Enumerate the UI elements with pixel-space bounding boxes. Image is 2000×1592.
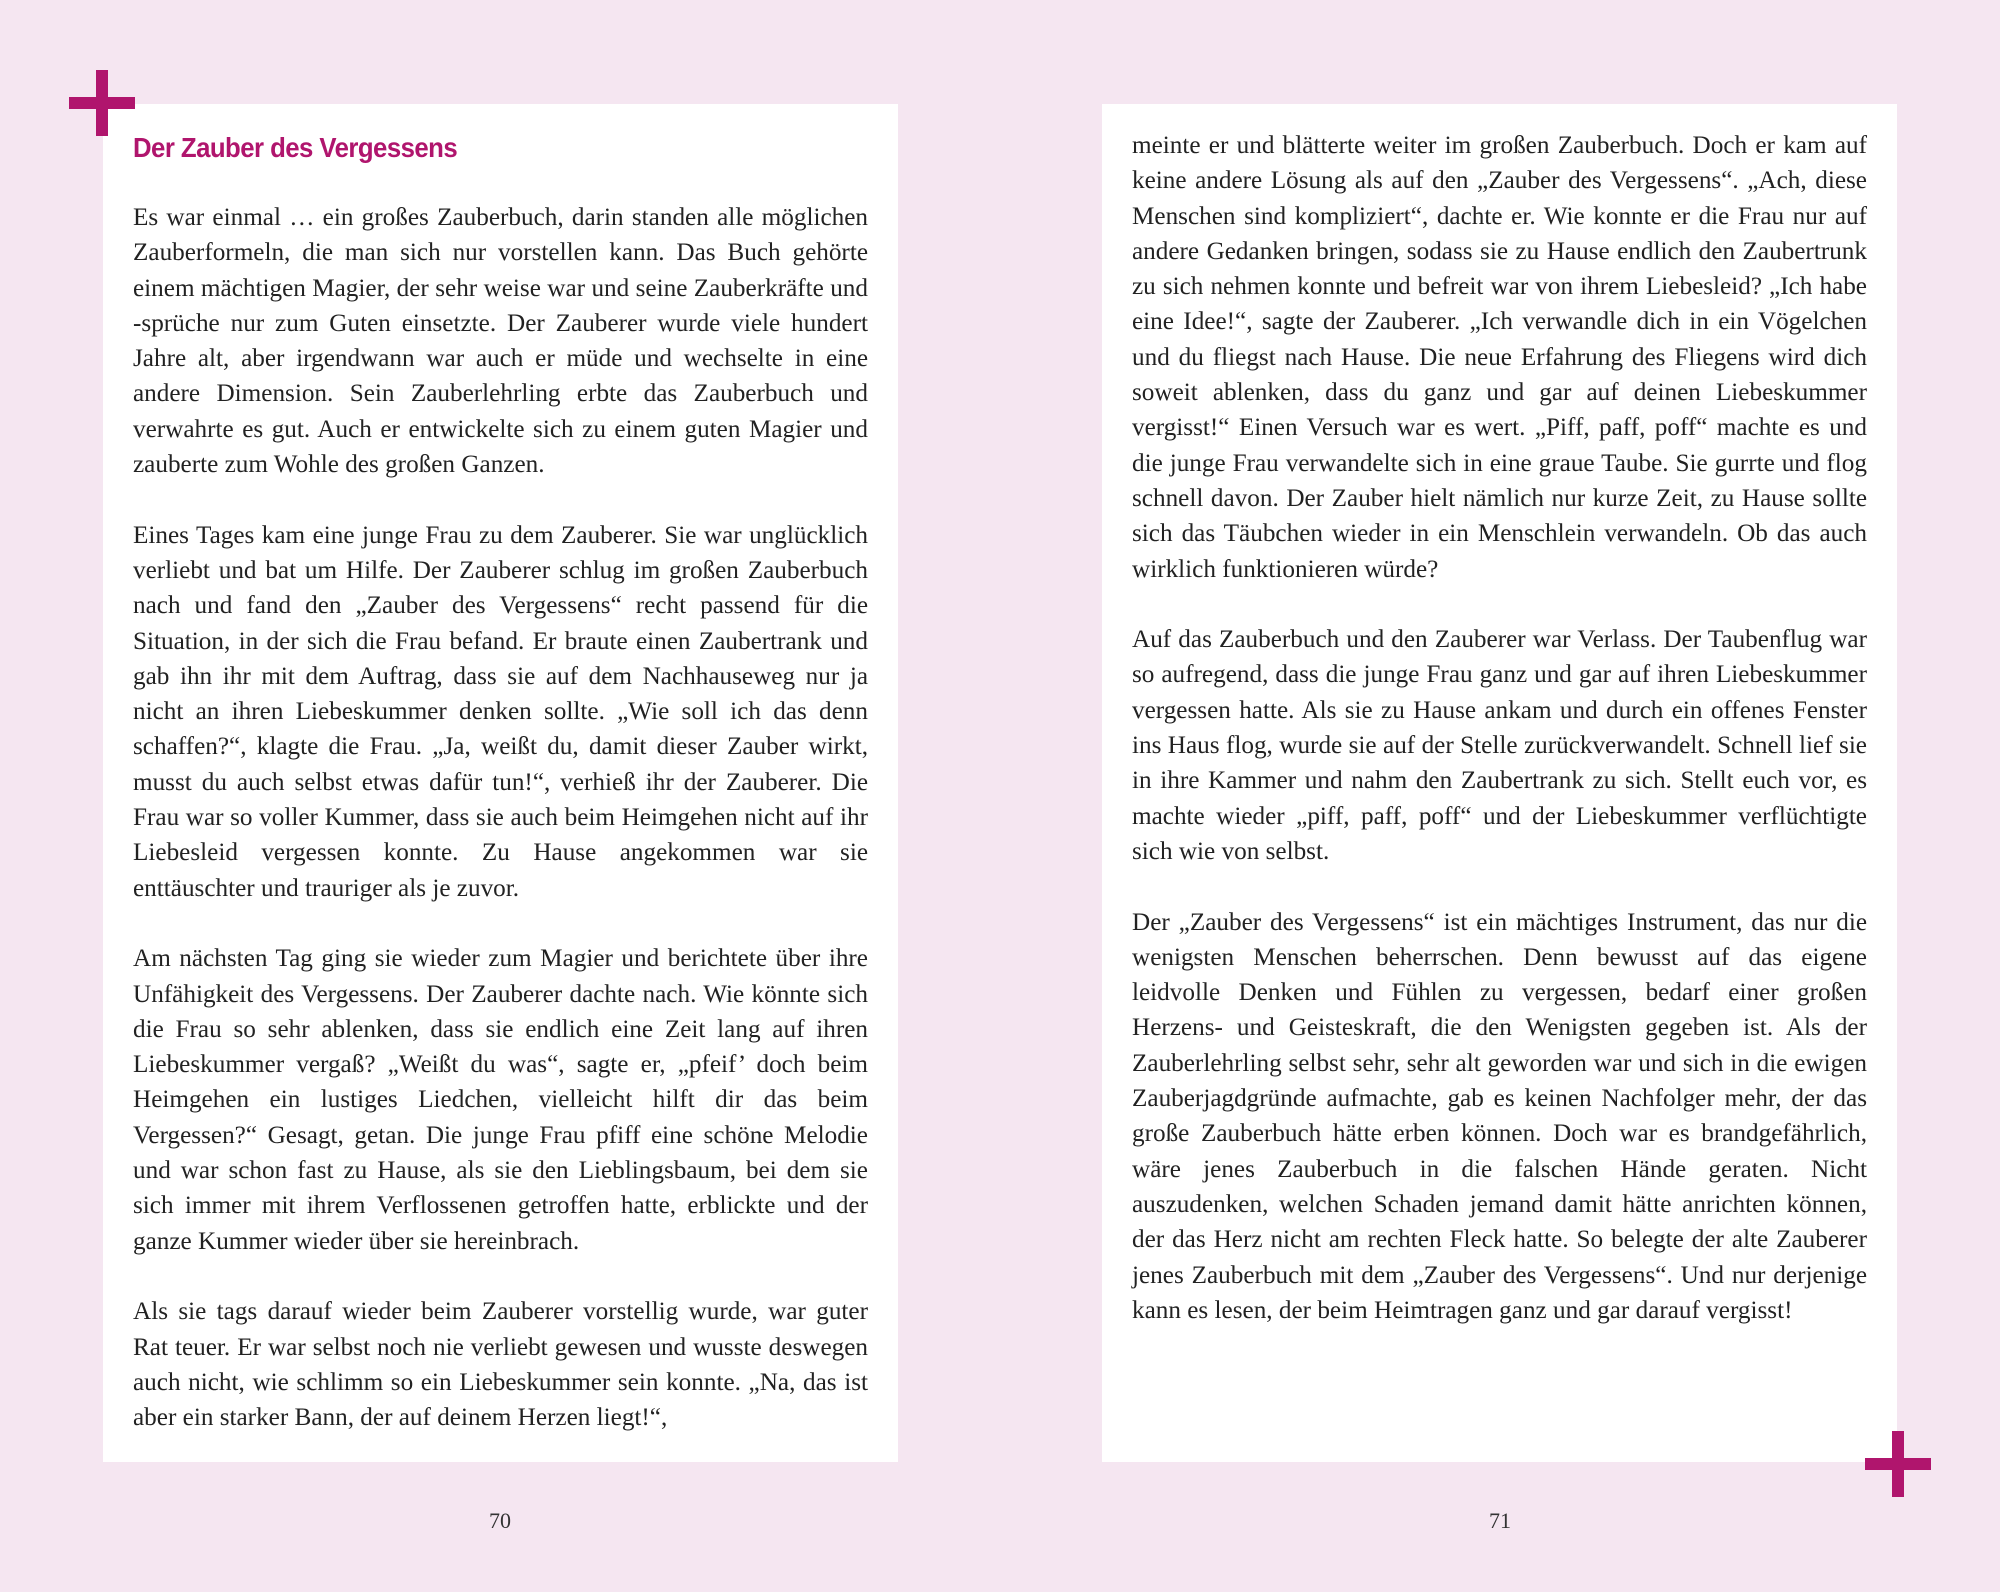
- right-page: [1102, 104, 1897, 1462]
- paragraph: Auf das Zauberbuch und den Zauberer war Verlass. Der Taubenflug war so aufregend, dass die junge Frau ganz und gar auf ihren Liebeskummer vergessen hatte. Als sie zu Hause ankam und durch ein offenes Fenster ins Haus flog, wurde sie auf der Stelle zurückverwandelt. Schnell lief sie in ihre Kammer und nahm den Zaubertrank zu sich. Stellt euch vor, es machte wieder „piff, paff, poff“ und der Liebeskummer verflüchtigte sich wie von selbst.: [1132, 626, 1867, 865]
- paragraph: meinte er und blätterte weiter im großen Zauberbuch. Doch er kam auf keine andere Lösung als auf den „Zauber des Vergessens“. „Ach, diese Menschen sind kompliziert“, dachte er. Wie konnte er die Frau nur auf andere Gedanken bringen, sodass sie zu Hause endlich den Zaubertrunk zu sich nehmen konnte und befreit war von ihrem Liebesleid? „Ich habe eine Idee!“, sagte der Zauberer. „Ich verwandle dich in ein Vögelchen und du fliegst nach Hause. Die neue Erfahrung des Fliegens wird dich soweit ablenken, dass du ganz und gar auf deinen Liebeskummer vergisst!“ Einen Versuch war es wert. „Piff, paff, poff“ machte es und die junge Frau verwandelte sich in eine graue Taube. Sie gurrte und flog schnell davon. Der Zauber hielt nämlich nur kurze Zeit, zu Hause sollte sich das Täubchen wieder in ein Menschlein verwandeln. Ob das auch wirklich funktionieren würde?: [1132, 132, 1867, 583]
- page-number-left: 70: [489, 1508, 511, 1533]
- left-page: [103, 104, 898, 1462]
- page-number-right: 71: [1489, 1508, 1511, 1533]
- paragraph: Am nächsten Tag ging sie wieder zum Magier und berichtete über ihre Unfähigkeit des Vergessens. Der Zauberer dachte nach. Wie könnte sich die Frau so sehr ablenken, dass sie endlich eine Zeit lang auf ihren Liebeskummer vergaß? „Weißt du was“, sagte er, „pfeif’ doch beim Heimgehen ein lustiges Liedchen, vielleicht hilft dir das beim Vergessen?“ Gesagt, getan. Die junge Frau pfiff eine schöne Melodie und war schon fast zu Hause, als sie den Lieblingsbaum, bei dem sie sich immer mit ihrem Verflossenen getroffen hatte, erblickte und der ganze Kummer wieder über sie hereinbrach.: [133, 945, 868, 1255]
- left-page-text: [133, 128, 868, 1435]
- chapter-title: Der Zauber des Vergessens: [133, 132, 458, 163]
- plus-icon: [69, 70, 135, 136]
- paragraph: Es war einmal … ein großes Zauberbuch, darin standen alle möglichen Zauberformeln, die man sich nur vorstellen kann. Das Buch gehörte einem mächtigen Magier, der sehr weise war und seine Zauberkräfte und -sprüche nur zum Guten einsetzte. Der Zauberer wurde viele hundert Jahre alt, aber irgendwann war auch er müde und wechselte in eine andere Dimension. Sein Zauberlehrling erbte das Zauberbuch und verwahrte es gut. Auch er entwickelte sich zu einem guten Magier und zauberte zum Wohle des großen Ganzen.: [133, 204, 868, 479]
- plus-icon: [1865, 1431, 1931, 1497]
- right-page-text: [1132, 128, 1867, 1328]
- paragraph: Der „Zauber des Vergessens“ ist ein mächtiges Instrument, das nur die wenigsten Menschen beherrschen. Denn bewusst auf das eigene leidvolle Denken und Fühlen zu vergessen, bedarf einer großen Herzens- und Geisteskraft, die den Wenigsten gegeben ist. Als der Zauberlehrling selbst sehr, sehr alt geworden war und sich in die ewigen Zauberjagdgründe aufmachte, gab es keinen Nachfolger mehr, der das große Zauberbuch hätte erben können. Doch war es brandgefährlich, wäre jenes Zauberbuch in die falschen Hände geraten. Nicht auszudenken, welchen Schaden jemand damit hätte anrichten können, der das Herz nicht am rechten Fleck hatte. So belegte der alte Zauberer jenes Zauberbuch mit dem „Zauber des Vergessens“. Und nur derjenige kann es lesen, der beim Heimtragen ganz und gar darauf vergisst!: [1132, 908, 1867, 1324]
- paragraph: Als sie tags darauf wieder beim Zauberer vorstellig wurde, war guter Rat teuer. Er war selbst noch nie verliebt gewesen und wusste deswegen auch nicht, wie schlimm so ein Liebeskummer sein konnte. „Na, das ist aber ein starker Bann, der auf deinem Herzen liegt!“,: [133, 1298, 868, 1432]
- paragraph: Eines Tages kam eine junge Frau zu dem Zauberer. Sie war unglücklich verliebt und bat um Hilfe. Der Zauberer schlug im großen Zauberbuch nach und fand den „Zauber des Vergessens“ recht passend für die Situation, in der sich die Frau befand. Er braute einen Zaubertrank und gab ihn ihr mit dem Auftrag, dass sie auf dem Nachhauseweg nur ja nicht an ihren Liebeskummer denken sollte. „Wie soll ich das denn schaffen?“, klagte die Frau. „Ja, weißt du, damit dieser Zauber wirkt, musst du auch selbst etwas dafür tun!“, verhieß ihr der Zauberer. Die Frau war so voller Kummer, dass sie auch beim Heimgehen nicht auf ihr Liebesleid vergessen konnte. Zu Hause angekommen war sie enttäuschter und trauriger als je zuvor.: [133, 521, 868, 902]
